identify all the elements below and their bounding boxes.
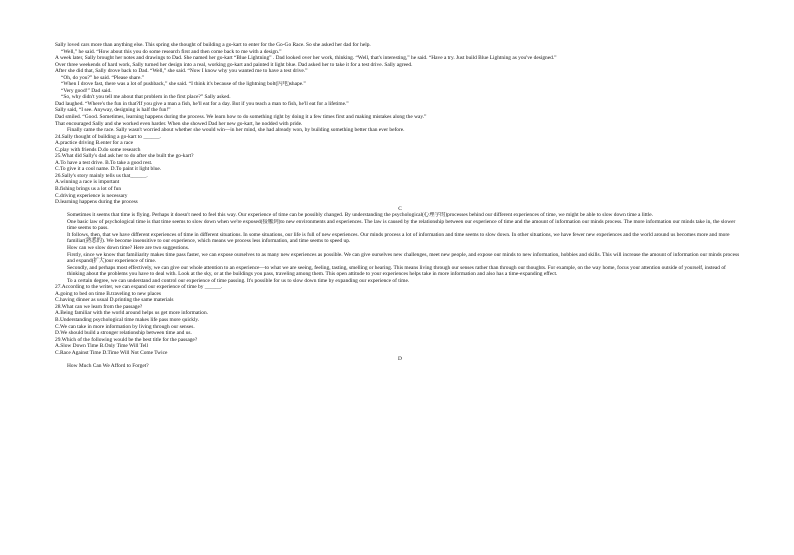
- document-page: [55, 42, 745, 369]
- option-line: A.winning a race is important: [55, 179, 120, 186]
- question-28: 28.What can we learn from the passage?: [55, 303, 143, 310]
- question-29: 29.Which of the following would be the best title for the passage?: [55, 336, 198, 343]
- paragraph: Finally came the race. Sally wasn't worried about whether she would win—in her mind, she had already won, by building something better than ever before.: [67, 127, 405, 134]
- option-line: A.To have a test drive. B.To take a good rest.: [55, 159, 153, 166]
- option-line: A.going to bed on time B.traveling to new places: [55, 290, 161, 297]
- option-line: C.To give it a cool name. D.To paint it light blue.: [55, 166, 162, 173]
- option-line: A.Slow Down Time B.Only Time Will Tell: [55, 343, 148, 350]
- option-line: C.driving experience is necessary: [55, 192, 128, 199]
- paragraph: One basic law of psychological time is that time seems to slow down when we're exposed(接触到)to new environments and experiences. The law is caused by the relationship between our experience of time and the amount of information our minds process. The more information our minds take in, the slower time seems to pass.: [67, 218, 736, 232]
- paragraph: “Oh, do you?” he said. “Please share.”: [61, 74, 145, 81]
- option-line: A.practice driving B.enter for a race: [55, 140, 133, 147]
- paragraph: Sometimes it seems that time is flying. Perhaps it doesn't need to feel this way. Our experience of time can be possibly changed. By understanding the psychological(心理学的)processes behind our different experiences of time, we might be able to slow down time a little.: [67, 212, 654, 219]
- paragraph: After she did that, Sally drove back to Dad. “Well,” she said. “Now I know why you wanted me to have a test drive.”: [55, 68, 308, 75]
- paragraph: “Well,” he said. “How about this you do some research first and then come back to me with a design.”: [61, 48, 282, 55]
- passage-title: How Much Can We Afford to Forget?: [67, 362, 149, 369]
- paragraph: “When I drove fast, there was a lot of pushback,” she said. “I think it's because of the lightning bolt(闪电)shape.”: [61, 81, 306, 88]
- option-line: C.having dinner as usual D.printing the same materials: [55, 297, 174, 304]
- paragraph: Firstly, since we know that familiarity makes time pass faster, we can expose ourselves to as many new experiences as possible. We can give ourselves new challenges, meet new people, and expose our minds to new information, hobbies and skills. This will increase the amount of information our minds process and expand(扩大)our experience of time.: [67, 251, 740, 265]
- section-letter-d: D: [398, 356, 402, 363]
- option-line: C.play with friends D.do some research: [55, 146, 141, 153]
- paragraph: Sally loved cars more than anything else. This spring she thought of building a go-kart to enter for the Go-Go Race. So she asked her dad for help.: [55, 42, 371, 48]
- option-line: A.Being familiar with the world around helps us get more information.: [55, 310, 209, 317]
- question-25: 25.What did Sally's dad ask her to do after she built the go-kart?: [55, 153, 194, 160]
- option-line: D.We should build a stronger relationship between time and us.: [55, 330, 192, 337]
- paragraph: That encouraged Sally and she worked even harder. When she showed Dad her new go-kart, he nodded with pride.: [55, 120, 303, 127]
- section-letter-c: C: [398, 205, 402, 212]
- option-line: C.We can take in more information by living through our senses.: [55, 323, 195, 330]
- option-line: B.Understanding psychological time makes life pass more quickly.: [55, 316, 200, 323]
- option-line: B.fishing brings us a lot of fun: [55, 186, 122, 193]
- paragraph: Dad laughed. “Where's the fun in that?If you give a man a fish, he'll eat for a day. But if you teach a man to fish, he'll eat for a lifetime.”: [55, 100, 349, 107]
- question-26: 26.Sally's story mainly tells us that______.: [55, 172, 148, 179]
- paragraph: How can we slow down time? Here are two suggestions.: [67, 244, 190, 251]
- passage-d: [55, 356, 745, 369]
- passage-c: [55, 206, 745, 357]
- paragraph: Sally said, “I see. Anyway, designing is half the fun!”: [55, 107, 171, 114]
- paragraph: Over three weekends of hard work, Sally turned her design into a real, working go-kart and painted it light blue. Dad asked her to take it for a test drive. Sally agreed.: [55, 61, 413, 68]
- paragraph: A week later, Sally brought her notes and drawings to Dad. She named her go-kart “Blue Lightning” . Dad looked over her work, thinking. “Well, that's interesting,” he said. “Have a try. Just build Blue Lightning as you've designed.”: [55, 55, 557, 62]
- paragraph: To a certain degree, we can understand and control our experience of time passing. It's possible for us to slow down time by expanding our experience of time.: [67, 277, 410, 284]
- option-line: C.Race Against Time D.Time Will Not Come Twice: [55, 349, 168, 356]
- question-27: 27.According to the writer, we can expand our experience of time by ______.: [55, 284, 223, 291]
- paragraph: It follows, then, that we have different experiences of time in different situations. In some situations, our life is full of new experiences. Our minds process a lot of information and time seems to slow down. In other situations, we have fewer new experiences and the world around us becomes more and more familiar(熟悉的). We become insensitive to our experience, which means we process less information, and time seems to speed up.: [67, 231, 730, 245]
- paragraph: Dad smiled. “Good. Sometimes, learning happens during the process. We learn how to do something right by doing it a few times first and making mistakes along the way.”: [55, 114, 427, 121]
- passage-b: [55, 42, 745, 206]
- paragraph: “So, why didn't you tell me about that problem in the first place?” Sally asked.: [61, 94, 231, 101]
- paragraph: “Very good!” Dad said.: [61, 87, 112, 94]
- paragraph: Secondly, and perhaps most effectively, we can give our whole attention to an experience—to what we are seeing, feeling, tasting, smelling or hearing. This means living through our senses rather than through our thoughts. For example, on the way home, focus your attention outside of yourself, instead of thinking about the problems you have to deal with. Look at the sky, or at the buildings you pass, traveling among them. This open attitude to your experiences helps take in more information and also has a time-expanding effect.: [67, 264, 726, 278]
- option-line: D.learning happens during the process: [55, 199, 138, 206]
- question-24: 24.Sally thought of building a go-kart to ______.: [55, 133, 161, 140]
